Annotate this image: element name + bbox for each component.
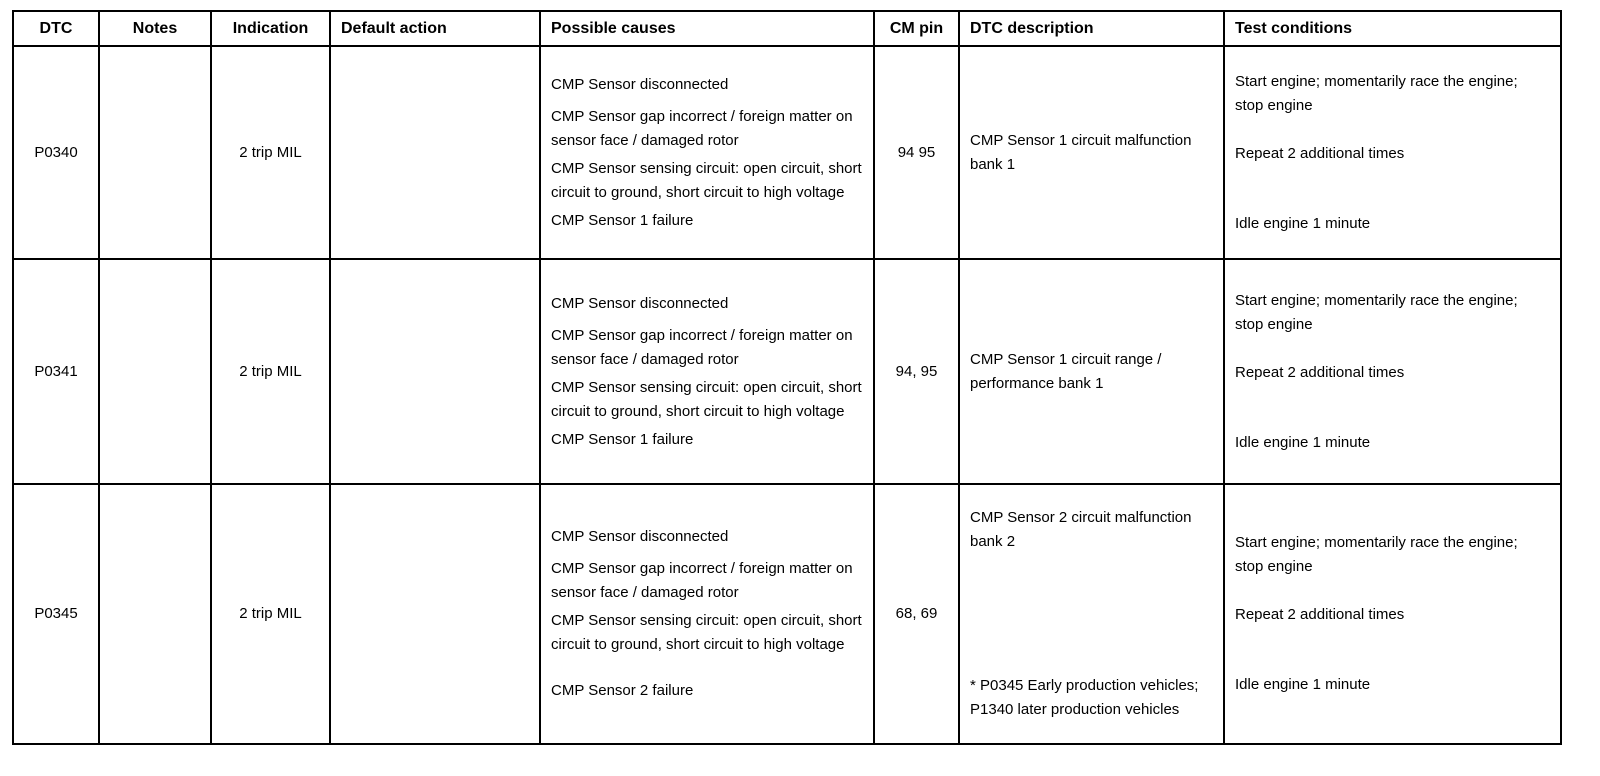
test-conditions-cell (1224, 484, 1561, 744)
cause-item: CMP Sensor disconnected (551, 294, 729, 312)
cause-item: CMP Sensor 1 failure (551, 211, 694, 229)
dtc-table (12, 10, 1562, 745)
header-dtc: DTC (13, 11, 99, 46)
table-row (13, 259, 1561, 484)
header-default-action: Default action (330, 11, 540, 46)
cause-item: CMP Sensor sensing circuit: open circuit, short circuit to ground, short circuit to high voltage (551, 159, 862, 201)
indication-cell: 2 trip MIL (211, 484, 330, 744)
header-possible-causes: Possible causes (540, 11, 874, 46)
notes-cell (99, 484, 211, 744)
dtc-code: P0345 (13, 484, 99, 744)
cause-item: CMP Sensor 1 failure (551, 430, 694, 448)
cause-item: CMP Sensor disconnected (551, 75, 729, 93)
header-cm-pin: CM pin (874, 11, 959, 46)
test-step: Start engine; momentarily race the engine; stop engine (1235, 534, 1518, 575)
table-row (13, 484, 1561, 744)
dtc-code: P0341 (13, 259, 99, 484)
header-indication: Indication (211, 11, 330, 46)
possible-causes-cell (540, 484, 874, 744)
default-action-cell (330, 259, 540, 484)
cm-pin-cell: 68, 69 (874, 484, 959, 744)
dtc-description-cell: CMP Sensor 1 circuit malfunction bank 1 (959, 46, 1224, 259)
test-conditions-cell (1224, 46, 1561, 259)
header-test-conditions: Test conditions (1224, 11, 1561, 46)
test-step: Idle engine 1 minute (1235, 676, 1371, 693)
default-action-cell (330, 484, 540, 744)
dtc-description-cell (959, 484, 1224, 744)
possible-causes-cell (540, 259, 874, 484)
dtc-description-cell: CMP Sensor 1 circuit range / performance bank 1 (959, 259, 1224, 484)
dtc-description-note: * P0345 Early production vehicles; P1340 later production vehicles (970, 677, 1199, 718)
cause-item: CMP Sensor sensing circuit: open circuit, short circuit to ground, short circuit to high voltage (551, 378, 862, 420)
possible-causes-cell (540, 46, 874, 259)
cm-pin-cell: 94 95 (874, 46, 959, 259)
test-step: Repeat 2 additional times (1235, 363, 1405, 381)
cause-item: CMP Sensor sensing circuit: open circuit, short circuit to ground, short circuit to high voltage (551, 612, 862, 653)
test-step: Idle engine 1 minute (1235, 433, 1371, 451)
notes-cell (99, 46, 211, 259)
test-conditions-cell (1224, 259, 1561, 484)
dtc-code: P0340 (13, 46, 99, 259)
cause-item: CMP Sensor gap incorrect / foreign matter on sensor face / damaged rotor (551, 560, 853, 601)
test-step: Start engine; momentarily race the engine; stop engine (1235, 291, 1518, 333)
cm-pin-cell: 94, 95 (874, 259, 959, 484)
test-step: Idle engine 1 minute (1235, 214, 1371, 232)
indication-cell: 2 trip MIL (211, 259, 330, 484)
dtc-description-text: CMP Sensor 2 circuit malfunction bank 2 (970, 509, 1192, 550)
notes-cell (99, 259, 211, 484)
indication-cell: 2 trip MIL (211, 46, 330, 259)
cause-item: CMP Sensor 2 failure (551, 682, 694, 699)
table-row (13, 46, 1561, 259)
cause-item: CMP Sensor disconnected (551, 528, 729, 545)
test-step: Repeat 2 additional times (1235, 606, 1405, 623)
test-step: Start engine; momentarily race the engine; stop engine (1235, 72, 1518, 114)
header-dtc-description: DTC description (959, 11, 1224, 46)
header-notes: Notes (99, 11, 211, 46)
header-row (13, 11, 1561, 46)
test-step: Repeat 2 additional times (1235, 144, 1405, 162)
default-action-cell (330, 46, 540, 259)
cause-item: CMP Sensor gap incorrect / foreign matter on sensor face / damaged rotor (551, 107, 853, 149)
cause-item: CMP Sensor gap incorrect / foreign matter on sensor face / damaged rotor (551, 326, 853, 368)
